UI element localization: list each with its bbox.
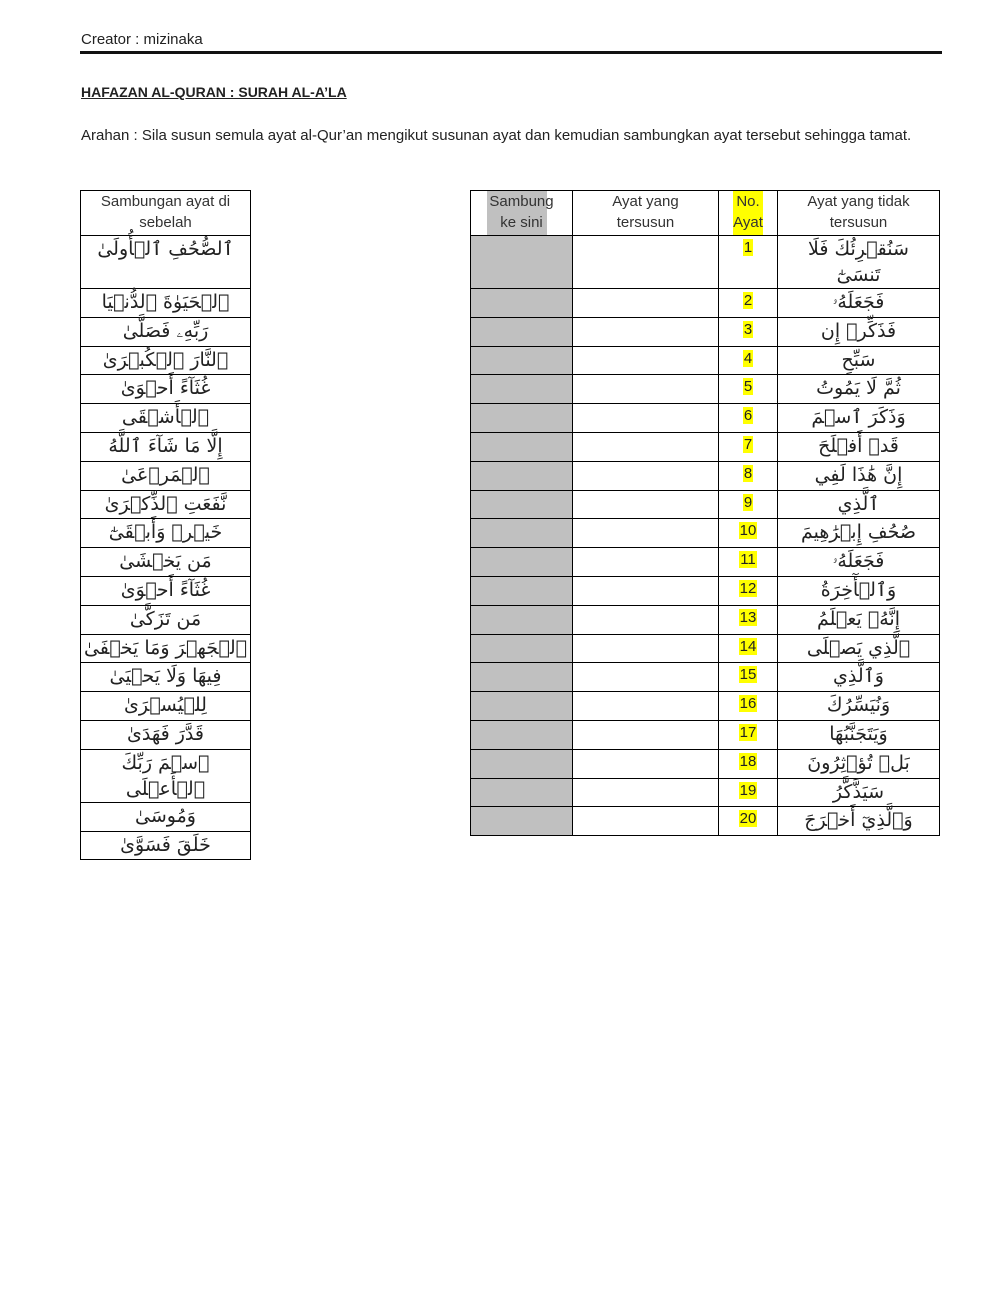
- connection-ayat-card[interactable]: خَلَقَ فَسَوَّىٰ: [81, 831, 251, 860]
- connection-row: [81, 831, 251, 860]
- unarranged-ayat-card[interactable]: سَيَذَّكَّرُ: [778, 778, 940, 807]
- unarranged-header: Ayat yang tidak tersusun: [778, 191, 940, 236]
- ayat-number-cell: [719, 236, 778, 289]
- connection-ayat-card[interactable]: إِلَّا مَا شَآءَ ٱللَّهُ: [81, 432, 251, 461]
- page-title: HAFAZAN AL-QURAN : SURAH AL-A’LA: [81, 84, 347, 100]
- connect-drop-slot[interactable]: [471, 720, 573, 749]
- ayat-number: 20: [739, 810, 757, 828]
- arranged-drop-slot[interactable]: [573, 375, 719, 404]
- ayat-number-cell: [719, 490, 778, 519]
- ayat-number: 4: [743, 349, 753, 367]
- connection-row: [81, 375, 251, 404]
- ayat-number-cell: [719, 720, 778, 749]
- connection-row: [81, 634, 251, 663]
- ayat-number-cell: [719, 634, 778, 663]
- connection-ayat-card[interactable]: نَّفَعَتِ ٱلذِّكۡرَىٰ: [81, 490, 251, 519]
- connection-header: Sambungan ayat di sebelah: [81, 191, 251, 236]
- ayat-row: [471, 605, 940, 634]
- ayat-number: 5: [743, 378, 753, 396]
- ayat-number: 15: [739, 666, 757, 684]
- ayat-row: [471, 548, 940, 577]
- connect-drop-slot[interactable]: [471, 490, 573, 519]
- arranged-drop-slot[interactable]: [573, 692, 719, 721]
- connect-drop-slot[interactable]: [471, 605, 573, 634]
- connection-ayat-card[interactable]: وَمُوسَىٰ: [81, 802, 251, 831]
- ayat-number: 1: [743, 239, 753, 256]
- arranged-drop-slot[interactable]: [573, 720, 719, 749]
- connection-row: [81, 548, 251, 577]
- connect-drop-slot[interactable]: [471, 749, 573, 778]
- ayat-number: 2: [743, 292, 753, 309]
- ayat-number: 6: [743, 407, 753, 425]
- connection-ayat-card[interactable]: ٱلۡجَهۡرَ وَمَا يَخۡفَىٰ: [81, 634, 251, 663]
- ayat-number: 12: [739, 579, 757, 597]
- connect-drop-slot[interactable]: [471, 236, 573, 289]
- connect-header: Sambung ke sini: [471, 191, 573, 236]
- ayat-row: [471, 317, 940, 346]
- ayat-row: [471, 749, 940, 778]
- unarranged-ayat-card[interactable]: سَبِّحِ: [778, 346, 940, 375]
- connection-row: [81, 749, 251, 802]
- connect-drop-slot[interactable]: [471, 663, 573, 692]
- ayat-row: [471, 490, 940, 519]
- ayat-row: [471, 692, 940, 721]
- connect-drop-slot[interactable]: [471, 317, 573, 346]
- ayat-row: [471, 519, 940, 548]
- unarranged-ayat-card[interactable]: وَيَتَجَنَّبُهَا: [778, 720, 940, 749]
- arranged-drop-slot[interactable]: [573, 634, 719, 663]
- connect-drop-slot[interactable]: [471, 346, 573, 375]
- ayat-row: [471, 634, 940, 663]
- connection-row: [81, 289, 251, 318]
- ayat-row: [471, 432, 940, 461]
- connect-drop-slot[interactable]: [471, 461, 573, 490]
- ayat-row: [471, 576, 940, 605]
- header-divider: [80, 51, 942, 54]
- ayat-number-cell: [719, 778, 778, 807]
- ayat-number: 10: [739, 522, 757, 540]
- connection-ayat-card[interactable]: ٱلۡمَرۡعَىٰ: [81, 461, 251, 490]
- connection-ayat-card[interactable]: ٱلۡحَيَوٰةَ ٱلدُّنۡيَا: [81, 289, 251, 318]
- connect-drop-slot[interactable]: [471, 807, 573, 836]
- unarranged-ayat-card[interactable]: سَنُقۡرِئُكَ فَلَا تَنسَىٰٓ: [778, 236, 940, 289]
- arranged-drop-slot[interactable]: [573, 749, 719, 778]
- unarranged-ayat-card[interactable]: وَٱلَّذِيٓ أَخۡرَجَ: [778, 807, 940, 836]
- unarranged-ayat-card[interactable]: وَٱلَّذِي: [778, 663, 940, 692]
- ayat-row: [471, 289, 940, 318]
- connect-drop-slot[interactable]: [471, 404, 573, 433]
- arranged-drop-slot[interactable]: [573, 778, 719, 807]
- arranged-drop-slot[interactable]: [573, 432, 719, 461]
- ayat-number: 9: [743, 493, 753, 511]
- connection-ayat-card[interactable]: غُثَآءً أَحۡوَىٰ: [81, 375, 251, 404]
- arranged-drop-slot[interactable]: [573, 605, 719, 634]
- ayat-row: [471, 807, 940, 836]
- arranged-drop-slot[interactable]: [573, 317, 719, 346]
- connection-row: [81, 605, 251, 634]
- connection-ayat-card[interactable]: رَبِّهِۦ فَصَلَّىٰ: [81, 317, 251, 346]
- ayat-number: 3: [743, 320, 753, 338]
- ayat-number: 14: [739, 637, 757, 655]
- unarranged-ayat-card[interactable]: ثُمَّ لَا يَمُوتُ: [778, 375, 940, 404]
- connection-row: [81, 663, 251, 692]
- arranged-drop-slot[interactable]: [573, 346, 719, 375]
- unarranged-ayat-card[interactable]: فَذَكِّرۡ إِن: [778, 317, 940, 346]
- connection-ayat-card[interactable]: فِيهَا وَلَا يَحۡيَىٰ: [81, 663, 251, 692]
- ayat-row: [471, 461, 940, 490]
- unarranged-ayat-card[interactable]: إِنَّ هَٰذَا لَفِي: [778, 461, 940, 490]
- connect-drop-slot[interactable]: [471, 548, 573, 577]
- connection-ayat-card[interactable]: مَن يَخۡشَىٰ: [81, 548, 251, 577]
- ayat-number: 8: [743, 464, 753, 482]
- ayat-number-cell: [719, 807, 778, 836]
- connect-drop-slot[interactable]: [471, 289, 573, 318]
- unarranged-ayat-card[interactable]: قَدۡ أَفۡلَحَ: [778, 432, 940, 461]
- connection-row: [81, 802, 251, 831]
- arranged-drop-slot[interactable]: [573, 807, 719, 836]
- ayat-number-cell: [719, 576, 778, 605]
- arranged-header: Ayat yang tersusun: [573, 191, 719, 236]
- connection-row: [81, 576, 251, 605]
- connection-ayat-card[interactable]: ٱسۡمَ رَبِّكَ ٱلۡأَعۡلَى: [81, 749, 251, 802]
- connection-row: [81, 519, 251, 548]
- instruction-text: Arahan : Sila susun semula ayat al-Qur’an mengikut susunan ayat dan kemudian sambungkan ayat tersebut sehingga tamat.: [81, 127, 912, 144]
- connection-ayat-card[interactable]: قَدَّرَ فَهَدَىٰ: [81, 720, 251, 749]
- arranged-drop-slot[interactable]: [573, 548, 719, 577]
- connection-row: [81, 720, 251, 749]
- connection-row: [81, 461, 251, 490]
- ayat-number-cell: [719, 519, 778, 548]
- ayat-number-cell: [719, 461, 778, 490]
- connect-drop-slot[interactable]: [471, 634, 573, 663]
- connect-drop-slot[interactable]: [471, 519, 573, 548]
- connection-ayat-card[interactable]: ٱلنَّارَ ٱلۡكُبۡرَىٰ: [81, 346, 251, 375]
- unarranged-ayat-card[interactable]: وَنُيَسِّرُكَ: [778, 692, 940, 721]
- connection-ayat-card[interactable]: لِلۡيُسۡرَىٰ: [81, 692, 251, 721]
- connect-drop-slot[interactable]: [471, 778, 573, 807]
- connection-table: [80, 190, 251, 860]
- connection-row: [81, 404, 251, 433]
- ayat-row: [471, 404, 940, 433]
- connection-row: [81, 346, 251, 375]
- connection-ayat-card[interactable]: غُثَآءً أَحۡوَىٰ: [81, 576, 251, 605]
- ayat-number: 19: [739, 781, 757, 799]
- ayat-number: 7: [743, 435, 753, 453]
- connection-ayat-card[interactable]: ٱلصُّحُفِ ٱلۡأُولَىٰ: [81, 236, 251, 289]
- arranged-drop-slot[interactable]: [573, 490, 719, 519]
- ayat-number-cell: [719, 663, 778, 692]
- ayat-number: 11: [740, 551, 756, 569]
- unarranged-ayat-card[interactable]: ٱلَّذِي: [778, 490, 940, 519]
- connection-row: [81, 490, 251, 519]
- ayat-number: 17: [739, 723, 757, 741]
- ayat-number-cell: [719, 404, 778, 433]
- ayat-number-cell: [719, 692, 778, 721]
- arranged-drop-slot[interactable]: [573, 461, 719, 490]
- arranged-drop-slot[interactable]: [573, 289, 719, 318]
- connection-ayat-card[interactable]: خَيۡرٞ وَأَبۡقَىٰٓ: [81, 519, 251, 548]
- ayat-number-cell: [719, 375, 778, 404]
- ayat-row: [471, 346, 940, 375]
- unarranged-ayat-card[interactable]: إِنَّهُۥ يَعۡلَمُ: [778, 605, 940, 634]
- unarranged-ayat-card[interactable]: وَٱلۡأٓخِرَةُ: [778, 576, 940, 605]
- ayat-number-cell: [719, 548, 778, 577]
- ayat-table: [470, 190, 940, 836]
- ayat-number-cell: [719, 432, 778, 461]
- unarranged-ayat-card[interactable]: صُحُفِ إِبۡرَٰهِيمَ: [778, 519, 940, 548]
- unarranged-ayat-card[interactable]: فَجَعَلَهُۥ: [778, 289, 940, 318]
- arranged-drop-slot[interactable]: [573, 236, 719, 289]
- unarranged-ayat-card[interactable]: وَذَكَرَ ٱسۡمَ: [778, 404, 940, 433]
- ayat-number: 18: [739, 752, 757, 770]
- arranged-drop-slot[interactable]: [573, 404, 719, 433]
- ayat-row: [471, 720, 940, 749]
- number-header: No. Ayat: [719, 191, 778, 236]
- unarranged-ayat-card[interactable]: بَلۡ تُؤۡثِرُونَ: [778, 749, 940, 778]
- arranged-drop-slot[interactable]: [573, 519, 719, 548]
- ayat-number-cell: [719, 346, 778, 375]
- ayat-number-cell: [719, 289, 778, 318]
- connection-row: [81, 236, 251, 289]
- connection-ayat-card[interactable]: مَن تَزَكَّىٰ: [81, 605, 251, 634]
- connect-drop-slot[interactable]: [471, 576, 573, 605]
- connect-drop-slot[interactable]: [471, 432, 573, 461]
- connection-row: [81, 317, 251, 346]
- arranged-drop-slot[interactable]: [573, 663, 719, 692]
- connect-drop-slot[interactable]: [471, 375, 573, 404]
- connection-ayat-card[interactable]: ٱلۡأَشۡقَى: [81, 404, 251, 433]
- unarranged-ayat-card[interactable]: ٱلَّذِي يَصۡلَى: [778, 634, 940, 663]
- ayat-row: [471, 663, 940, 692]
- ayat-number: 13: [739, 608, 757, 626]
- ayat-row: [471, 236, 940, 289]
- ayat-number-cell: [719, 317, 778, 346]
- ayat-number-cell: [719, 605, 778, 634]
- ayat-row: [471, 375, 940, 404]
- connect-drop-slot[interactable]: [471, 692, 573, 721]
- connection-row: [81, 692, 251, 721]
- ayat-row: [471, 778, 940, 807]
- ayat-number: 16: [739, 695, 757, 713]
- connection-row: [81, 432, 251, 461]
- unarranged-ayat-card[interactable]: فَجَعَلَهُۥ: [778, 548, 940, 577]
- creator-label: Creator : mizinaka: [81, 31, 203, 48]
- ayat-number-cell: [719, 749, 778, 778]
- arranged-drop-slot[interactable]: [573, 576, 719, 605]
